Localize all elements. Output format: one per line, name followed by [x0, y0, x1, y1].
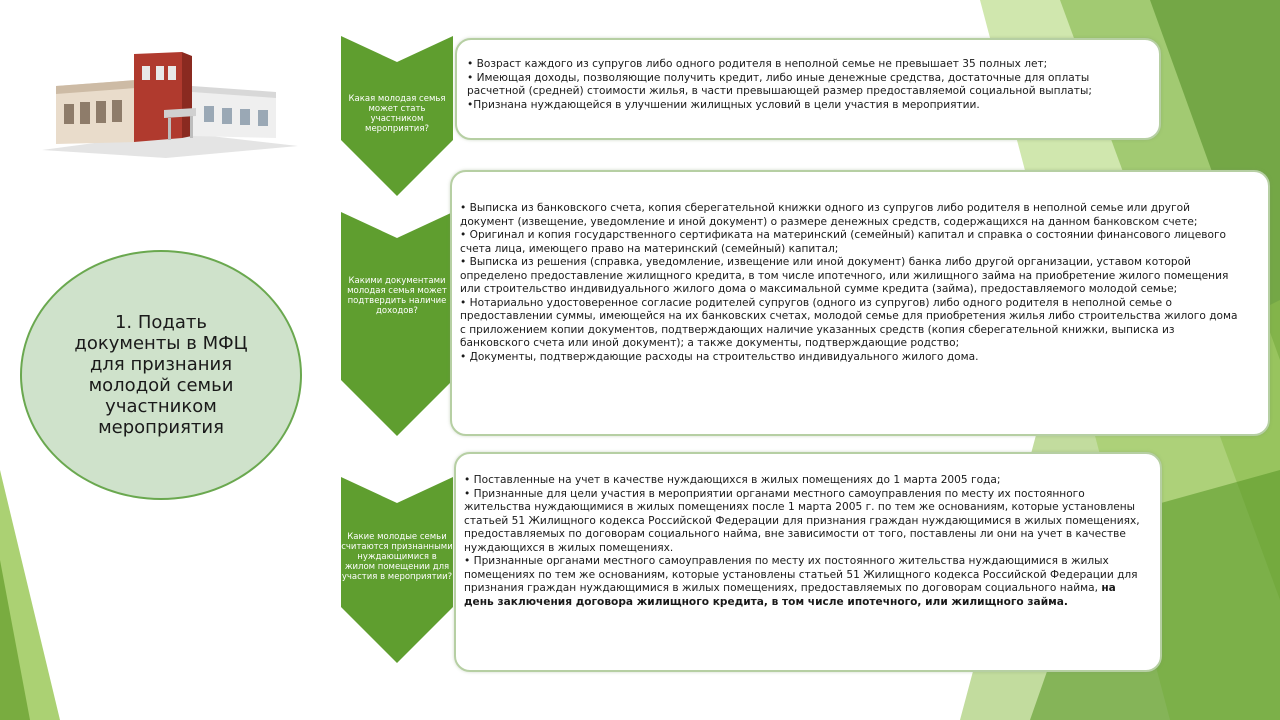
- question-label-3: Какие молодые семьи считаются признанными нуждающимися в жилом помещении для участия в мероприятии?: [341, 532, 453, 582]
- question-chevron-1: [341, 36, 453, 196]
- answer-box-3: [454, 452, 1162, 672]
- answer-item: • Выписка из решения (справка, уведомление, извещение или иной документ) банка либо другой организации, уставом которой определено предоставление жилищного кредита, в том числе ипотечного, или жилищного займа на приобретение жилого помещения или строительство индивидуального жилого дома о максимальной сумме кредита (займа), предоставляемого молодой семье;: [460, 256, 1229, 295]
- answer-box-2: [450, 170, 1270, 436]
- answer-item-last: [464, 555, 1144, 609]
- answer-item: • Оригинал и копия государственного сертификата на материнский (семейный) капитал и справка о состоянии финансового лицевого счета лица, имеющего право на материнский (семейный) капитал;: [460, 229, 1227, 255]
- central-step-title: 1. Подать документы в МФЦ для признания молодой семьи участником мероприятия: [74, 312, 248, 438]
- answer-item-plain-part: • Признанные органами местного самоуправления по месту их постоянного жительства нуждающимися в жилых помещениях по тем же основаниям, которые установлены статьей 51 Жилищного кодекса Российской Федерации для признания граждан нуждающимися в жилых помещениях, предоставляемых по договорам социального найма,: [464, 555, 1138, 594]
- building-illustration-icon: [36, 46, 304, 158]
- question-label-1: Какая молодая семья может стать участником мероприятия?: [348, 94, 446, 134]
- answer-item: •Признана нуждающейся в улучшении жилищных условий в цели участия в мероприятии.: [467, 98, 980, 111]
- answer-item: • Имеющая доходы, позволяющие получить кредит, либо иные денежные средства, достаточные для оплаты расчетной (средней) стоимости жилья, в части превышающей размер предоставляемой социальной выплаты;: [467, 71, 1092, 97]
- question-label-2: Какими документами молодая семья может подтвердить наличие доходов?: [347, 276, 447, 316]
- answer-item: • Выписка из банковского счета, копия сберегательной книжки одного из супругов либо родителя в неполной семье или другой документ (извещение, уведомление и иной документ) о размере денежных средств, содержащихся на данном банковском счете;: [460, 202, 1198, 228]
- central-step-circle: [20, 250, 302, 500]
- question-chevron-3: [341, 477, 453, 663]
- answer-item-bold-part: на день заключения договора жилищного кредита, в том числе ипотечного, или жилищного займа.: [464, 582, 1116, 608]
- answer-item: • Документы, подтверждающие расходы на строительство индивидуального жилого дома.: [460, 350, 979, 363]
- question-chevron-2: [341, 212, 453, 436]
- answer-item: • Возраст каждого из супругов либо одного родителя в неполной семье не превышает 35 полных лет;: [467, 58, 1048, 70]
- answer-item: • Нотариально удостоверенное согласие родителей супругов (одного из супругов) либо одного родителя в неполной семье о предоставлении суммы, имеющейся на их банковских счетах, молодой семье для приобретения жилья либо строительства жилого дома с приложением копии документов, подтверждающих наличие указанных средств (копия сберегательной книжки, выписка из банковского счета или иной документ); а также документы, подтверждающие родство;: [460, 296, 1238, 349]
- answer-box-1: [455, 38, 1161, 140]
- answer-item: • Признанные для цели участия в мероприятии органами местного самоуправления по месту их постоянного жительства нуждающимися в жилых помещениях после 1 марта 2005 г. по тем же основаниям, которые установлены статьей 51 Жилищного кодекса Российской Федерации для признания граждан нуждающимися в жилых помещениях, предоставляемых по договорам социального найма, вне зависимости от того, поставлены ли они на учет в качестве нуждающихся в жилых помещениях.: [464, 487, 1140, 554]
- answer-item: • Поставленные на учет в качестве нуждающихся в жилых помещениях до 1 марта 2005 года;: [464, 474, 1001, 486]
